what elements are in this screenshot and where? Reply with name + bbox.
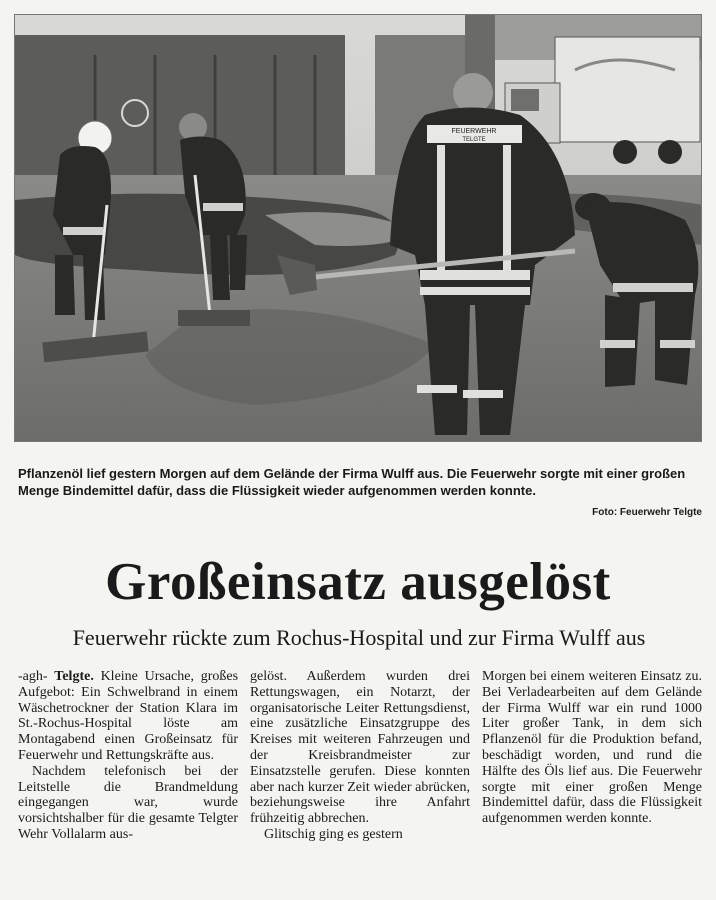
paragraph: Glitschig ging es gestern xyxy=(264,826,403,842)
article-column-3 xyxy=(482,669,702,843)
lead-paragraph xyxy=(18,669,238,764)
jacket-label-line2: TELGTE xyxy=(462,137,486,143)
lead-text: Kleine Ursache, großes Aufgebot: Ein Schwelbrand in einem Wäschetrockner der Station Klara im St.-Rochus-Hospital löste am Montagabend einen Großeinsatz für Feuerwehr und Rettungskräfte aus. xyxy=(18,669,239,763)
byline: -agh- xyxy=(18,669,48,684)
photo-caption: Pflanzenöl lief gestern Morgen auf dem Gelände der Firma Wulff aus. Die Feuerwehr sorgte mit einer großen Menge Bindemittel dafür, dass die Flüssigkeit wieder aufgenommen werden konnte. xyxy=(18,466,686,498)
photo-credit: Foto: Feuerwehr Telgte xyxy=(592,507,702,518)
paragraph: Morgen bei einem weiteren Einsatz zu. Bei Verladearbeiten auf dem Gelände der Firma Wulff war ein rund 1000 Liter großer Tank, in dem sich Pflanzenöl für die Produktion befand, beschädigt worden, und rund die Hälfte des Öls lief aus. Die Feuerwehr sorgte mit einer großen Menge Bindemittel dafür, dass die Flüssigkeit aufgenommen werden konnte. xyxy=(482,669,702,827)
headline: Großeinsatz ausgelöst xyxy=(105,553,611,611)
paragraph: Nachdem telefonisch bei der Leitstelle die Brandmeldung eingegangen war, wurde vorsichtshalber für die gesamte Telgter Wehr Vollalarm aus- xyxy=(18,763,238,842)
firefighters-photo xyxy=(15,15,702,442)
article-body xyxy=(18,669,704,843)
subheadline: Feuerwehr rückte zum Rochus-Hospital und zur Firma Wulff aus xyxy=(72,625,646,650)
jacket-label-line1: FEUERWEHR xyxy=(451,128,497,135)
article-column-1 xyxy=(18,669,238,843)
article-column-2 xyxy=(250,669,470,843)
dateline: Telgte. xyxy=(54,669,94,684)
news-photo xyxy=(14,14,702,442)
paragraph: gelöst. Außerdem wurden drei Rettungswagen, ein Notarzt, der organisatorische Leiter Rettungsdienst, eine zusätzliche Einsatzgruppe des Kreises mit weiteren Fahrzeugen und der Kreisbrandmeister zur Einsatzstelle gerufen. Diese konnten aber nach kurzer Zeit wieder abrücken, beziehungsweise ihre Anfahrt frühzeitig abbrechen. xyxy=(250,669,470,827)
